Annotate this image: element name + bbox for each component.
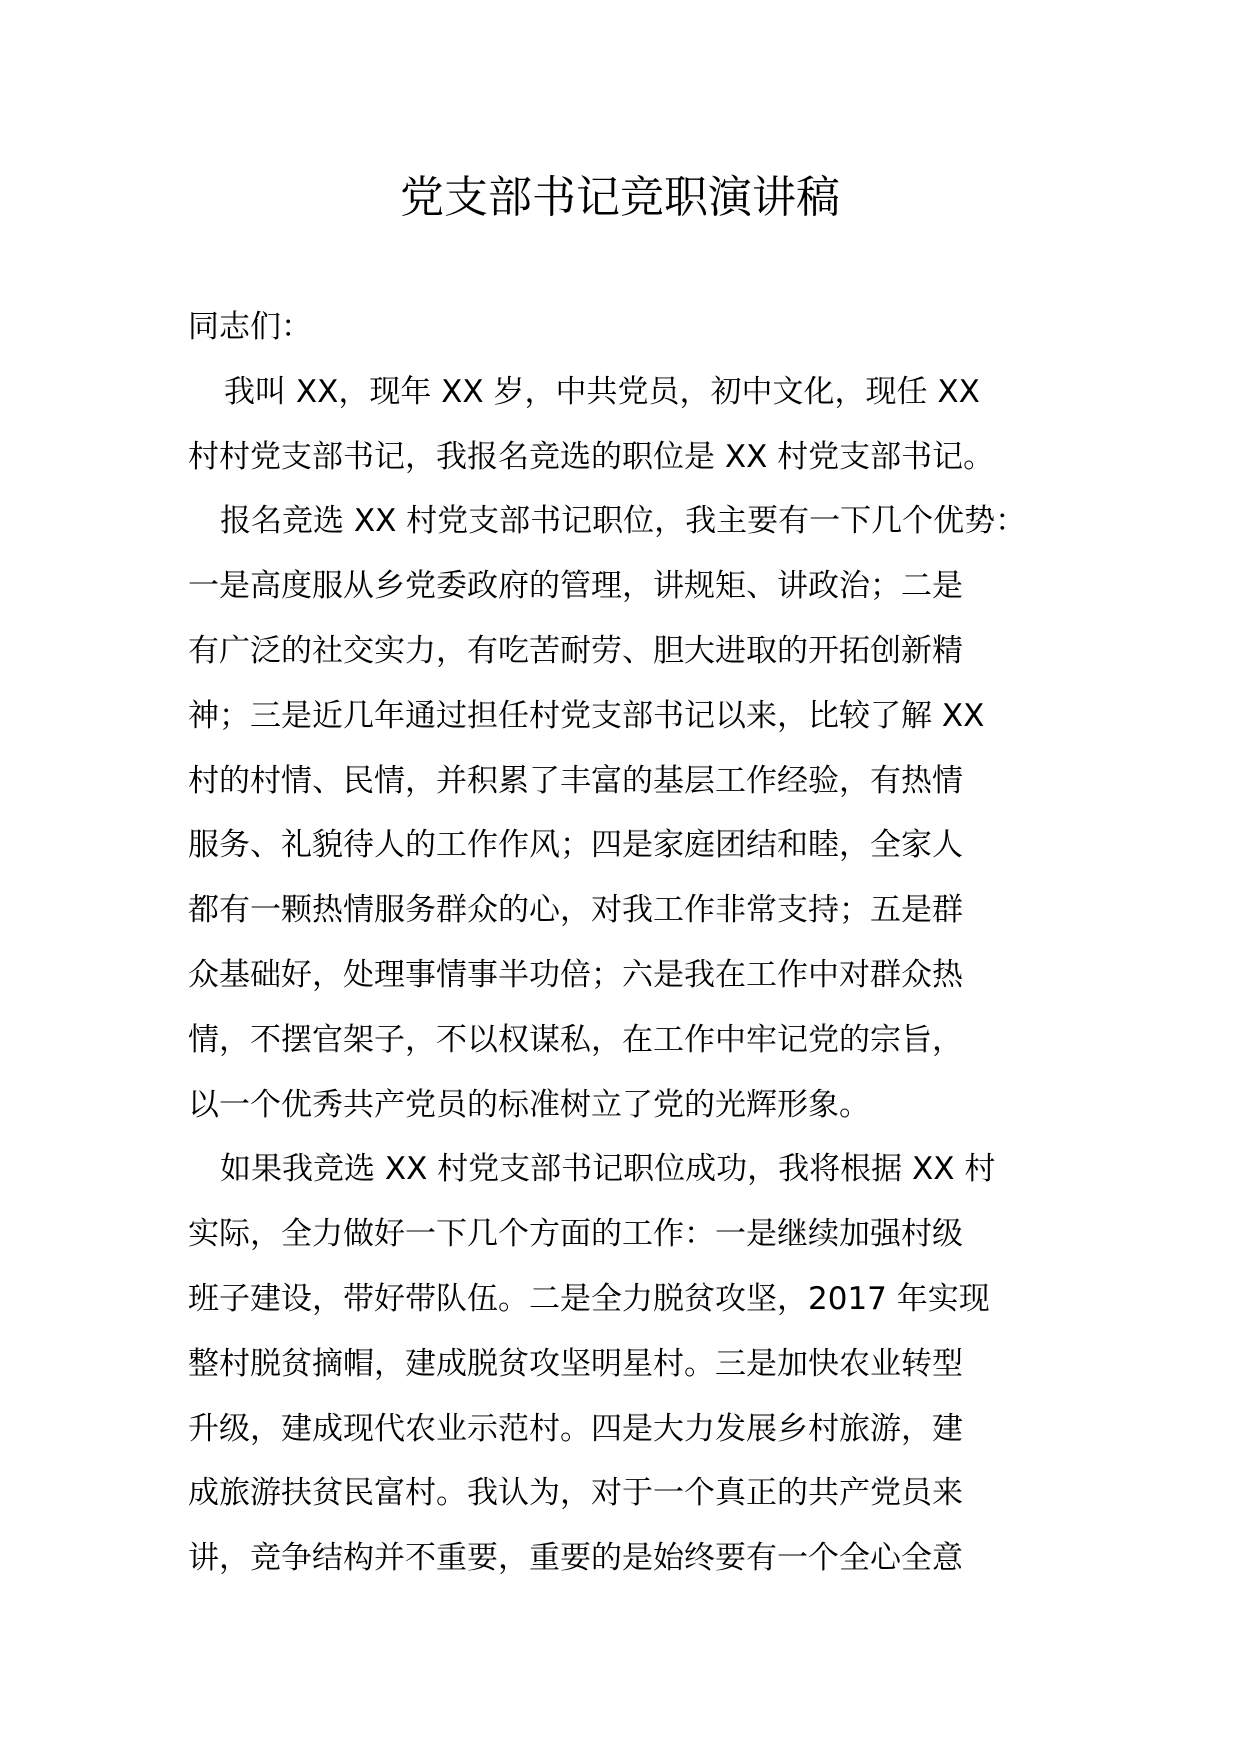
paragraph-line: 村的村情、民情，并积累了丰富的基层工作经验，有热情 xyxy=(188,762,963,799)
paragraph-line: 有广泛的社交实力，有吃苦耐劳、胆大进取的开拓创新精 xyxy=(188,632,963,669)
paragraph-line: 实际，全力做好一下几个方面的工作：一是继续加强村级 xyxy=(188,1216,963,1253)
paragraph-line: 成旅游扶贫民富村。我认为，对于一个真正的共产党员来 xyxy=(188,1475,963,1512)
paragraph-line: 村村党支部书记，我报名竞选的职位是 XX 村党支部书记。 xyxy=(188,438,995,475)
paragraph-line: 众基础好，处理事情事半功倍；六是我在工作中对群众热 xyxy=(188,956,963,993)
paragraph-line: 讲，竞争结构并不重要，重要的是始终要有一个全心全意 xyxy=(188,1540,963,1577)
paragraph-line: 神；三是近几年通过担任村党支部书记以来，比较了解 XX xyxy=(188,697,985,734)
paragraph-line: 情，不摆官架子，不以权谋私，在工作中牢记党的宗旨， xyxy=(188,1021,963,1058)
paragraph-line: 班子建设，带好带队伍。二是全力脱贫攻坚，2017 年实现 xyxy=(188,1280,990,1317)
paragraph-line: 服务、礼貌待人的工作作风；四是家庭团结和睦，全家人 xyxy=(188,827,963,864)
paragraph-line: 如果我竞选 XX 村党支部书记职位成功，我将根据 XX 村 xyxy=(220,1151,996,1188)
document-title: 党支部书记竞职演讲稿 xyxy=(400,172,840,223)
paragraph-line: 整村脱贫摘帽，建成脱贫攻坚明星村。三是加快农业转型 xyxy=(188,1345,963,1382)
document-body xyxy=(188,295,1088,1591)
paragraph-line: 报名竞选 XX 村党支部书记职位，我主要有一下几个优势： xyxy=(220,503,1027,540)
paragraph-line: 我叫 XX，现年 XX 岁，中共党员，初中文化，现任 XX xyxy=(224,373,980,410)
salutation-line: 同志们： xyxy=(188,309,312,345)
paragraph-line: 升级，建成现代农业示范村。四是大力发展乡村旅游，建 xyxy=(188,1410,963,1447)
paragraph-line: 以一个优秀共产党员的标准树立了党的光辉形象。 xyxy=(188,1086,870,1123)
paragraph-line: 一是高度服从乡党委政府的管理，讲规矩、讲政治；二是 xyxy=(188,568,963,605)
paragraph-line: 都有一颗热情服务群众的心，对我工作非常支持；五是群 xyxy=(188,892,963,929)
